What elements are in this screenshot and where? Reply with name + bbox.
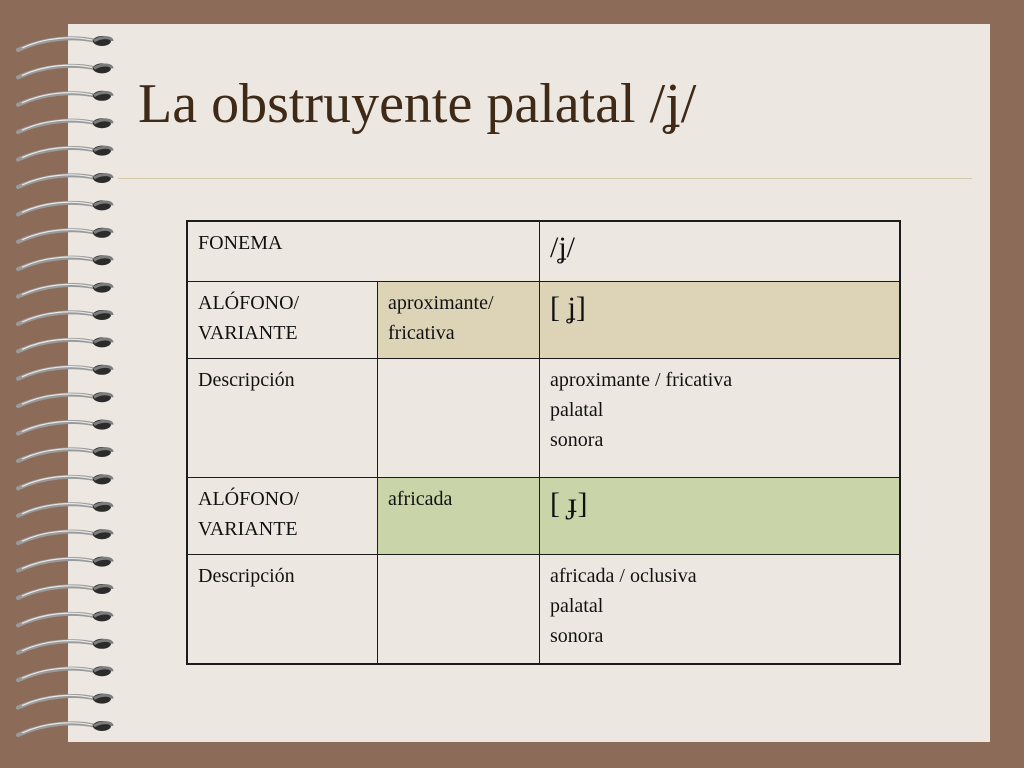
allophone-type-line: aproximante/	[388, 292, 494, 314]
description-line: palatal	[550, 595, 604, 617]
fonema-label: FONEMA	[187, 221, 540, 282]
description-line: sonora	[550, 429, 604, 451]
description-label: Descripción	[187, 359, 378, 478]
table-row-description-1	[187, 359, 900, 478]
allophone-label	[187, 282, 378, 359]
description-line: sonora	[550, 625, 604, 647]
description-value	[540, 555, 901, 665]
allophone-label-line: ALÓFONO/	[198, 488, 300, 510]
allophone-type-line: fricativa	[388, 322, 455, 344]
allophone-type-line: africada	[388, 488, 453, 510]
table-row-allophone-2	[187, 478, 900, 555]
description-empty-cell	[378, 359, 540, 478]
allophone-label-line: VARIANTE	[198, 518, 298, 540]
table-row-fonema	[187, 221, 900, 282]
slide-title: La obstruyente palatal /ʝ/	[138, 73, 697, 135]
allophone-type	[378, 478, 540, 555]
description-line: africada / oclusiva	[550, 565, 697, 587]
fonema-value: /ʝ/	[540, 221, 901, 282]
spiral-binding	[14, 30, 124, 740]
allophone-label	[187, 478, 378, 555]
phoneme-table	[186, 220, 901, 665]
allophone-label-line: VARIANTE	[198, 322, 298, 344]
allophone-type	[378, 282, 540, 359]
description-value	[540, 359, 901, 478]
description-line: aproximante / fricativa	[550, 369, 733, 391]
description-label: Descripción	[187, 555, 378, 665]
table-row-description-2	[187, 555, 900, 665]
table-row-allophone-1	[187, 282, 900, 359]
title-divider	[118, 178, 972, 179]
allophone-symbol: [ ɟ]	[540, 478, 901, 555]
allophone-label-line: ALÓFONO/	[198, 292, 300, 314]
description-empty-cell	[378, 555, 540, 665]
allophone-symbol: [ ʝ]	[540, 282, 901, 359]
description-line: palatal	[550, 399, 604, 421]
